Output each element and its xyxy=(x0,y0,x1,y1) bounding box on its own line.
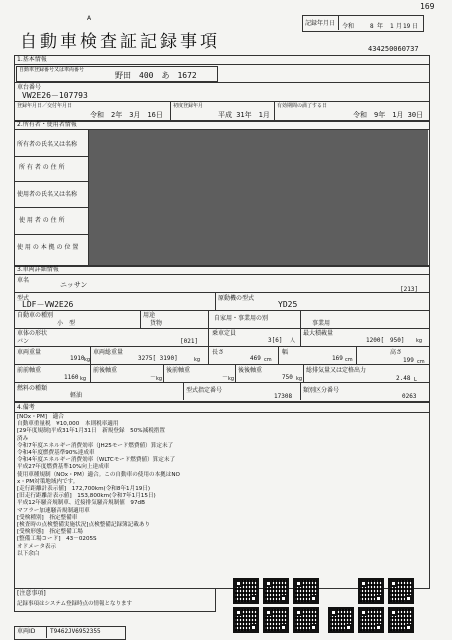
shape-value: バン xyxy=(17,338,30,345)
private-value: 事業用 xyxy=(312,320,331,327)
displacement-label: 総排気量又は定格出力 xyxy=(306,367,367,374)
weight-value: 1910 xyxy=(70,355,85,362)
owner-name-label: 所有者の氏名又は名称 xyxy=(17,141,78,148)
remark-line: 自動車重量税 ¥10,000 本則税率適用 xyxy=(17,421,119,428)
first-reg-value: 平成 31年 1月 xyxy=(218,111,270,119)
remark-line: マフラー加速騒音規制適用車 xyxy=(17,507,90,514)
reg-date-label: 登録年月日／交付年月日 xyxy=(17,103,73,109)
rf-axle-label: 後前軸重 xyxy=(166,367,191,374)
remark-line: 令和4年度エネルギー消費効率（WLTCモード燃費値）算定未了 xyxy=(17,457,176,464)
length-label: 長さ xyxy=(212,349,225,356)
weight-label: 車両重量 xyxy=(17,349,42,356)
first-reg-label: 初度登録年月 xyxy=(173,103,204,109)
qr-code xyxy=(233,607,259,633)
private-label: 自家用・事業用の別 xyxy=(214,315,269,322)
length-value: 469 xyxy=(250,355,261,362)
shape-label: 車体の形状 xyxy=(17,330,48,337)
f-axle-value: － xyxy=(150,374,157,381)
reg-number-value: 野田 400 あ 1672 xyxy=(115,71,197,80)
reg-date-value: 令和 2年 3月 16日 xyxy=(90,111,163,119)
fuel-value: 軽油 xyxy=(70,392,83,399)
basic-section-label: 1.基本情報 xyxy=(17,56,47,63)
height-label: 高さ xyxy=(390,349,403,356)
gross-weight-label: 車両総重量 xyxy=(93,349,124,356)
owner-section-label: 2.所有者・使用者情報 xyxy=(17,121,77,128)
vehicle-id-value: T9462JV6952355 xyxy=(50,628,101,635)
r-axle-value: 750 xyxy=(282,374,293,381)
qr-code xyxy=(328,607,354,633)
displacement-value: 2.48 xyxy=(396,375,411,382)
remark-line: [29年度規制]平成31年1月31日 新規登録 50%減税措置 xyxy=(17,428,165,435)
model-label: 型式 xyxy=(17,295,30,302)
remark-line: [NOx・PM] 適合 xyxy=(17,414,64,420)
max-load-value: 1200[ 950] xyxy=(366,337,405,344)
qr-code xyxy=(293,607,319,633)
expiry-label: 有効期間の満了する日 xyxy=(277,103,328,109)
width-value: 169 xyxy=(332,355,343,362)
qr-code xyxy=(358,578,384,604)
use-label: 用途 xyxy=(143,312,156,319)
max-load-label: 最大積載量 xyxy=(303,330,334,337)
rf-axle-value: － xyxy=(222,374,229,381)
qr-code xyxy=(263,578,289,604)
notice-text: 記録事項はシステム登録時点の情報となります xyxy=(17,601,132,607)
redacted-owner-info xyxy=(89,130,428,265)
remark-line: [走行距離計表示値] 172,700km(令和8年1月19日) xyxy=(17,486,151,493)
kind-label: 自動車の種別 xyxy=(17,312,54,319)
ff-axle-label: 前前軸重 xyxy=(17,367,42,374)
page-number: 169 xyxy=(420,2,435,11)
qr-code xyxy=(233,578,259,604)
maker-value: ニッサン xyxy=(60,281,88,289)
vin-label: 車台番号 xyxy=(17,84,42,91)
remark-line: [旧走行距離計表示値] 153,800km(令和7年1月15日) xyxy=(17,493,156,500)
remark-line: [受検形態] 指定整備工場 xyxy=(17,529,83,536)
r-axle-label: 後後軸重 xyxy=(238,367,263,374)
doc-number: 434250060737 xyxy=(368,45,419,53)
reg-number-label: 自動車登録番号又は車両番号 xyxy=(19,67,85,73)
qr-code xyxy=(388,578,414,604)
use-value: 貨物 xyxy=(150,320,163,327)
qr-code xyxy=(388,607,414,633)
qr-code xyxy=(358,607,384,633)
user-name-label: 使用者の氏名又は名称 xyxy=(17,191,78,198)
expiry-value: 令和 9年 1月 30日 xyxy=(353,111,424,119)
base-location-label: 使 用 の 本 拠 の 位 置 xyxy=(17,244,79,251)
remark-line: 使用車種規制（NOx・PM）適合。この自動車の使用の本拠はNO xyxy=(17,471,180,478)
qr-code xyxy=(293,578,319,604)
engine-label: 原動機の型式 xyxy=(218,295,255,302)
notice-title: [注意事項] xyxy=(17,590,46,597)
type-no-label: 型式指定番号 xyxy=(186,387,223,394)
gross-weight-value: 3275[ 3190] xyxy=(138,355,178,362)
type-no-value: 17308 xyxy=(274,393,293,400)
vehicle-section-label: 3.車両詳細情報 xyxy=(17,266,59,273)
category-value: 0263 xyxy=(402,393,417,400)
remark-line: [整備工場コード] 43－0205S xyxy=(17,536,97,543)
corner-mark: A xyxy=(87,15,92,22)
qr-code xyxy=(263,607,289,633)
remark-line: 令和4年度燃費基準90%達成車 xyxy=(17,450,95,457)
capacity-value: 3[6] xyxy=(268,337,283,344)
category-label: 類別区分番号 xyxy=(303,387,340,394)
height-value: 199 xyxy=(403,357,414,364)
remark-line: 平成27年度燃費基準10%向上達成車 xyxy=(17,464,110,471)
remark-line: 平成12年騒音規制車、近接排気騒音規制値 97dB xyxy=(17,500,145,507)
remark-line: 令和7年度エネルギー消費効率（JH25モード燃費値）算定未了 xyxy=(17,442,174,449)
remarks-section-label: 4.備考 xyxy=(17,404,35,411)
remark-line: [検査時の点検整備実施状況]点検整備記録簿記載あり xyxy=(17,522,151,529)
remark-line: 以下余白 xyxy=(17,550,40,557)
owner-address-label: 所 有 者 の 住 所 xyxy=(19,164,65,171)
vin-value: VW2E26－107793 xyxy=(22,91,88,100)
page-title: 自動車検査証記録事項 xyxy=(20,32,220,52)
record-date-label: 記録年月日 xyxy=(305,20,336,27)
remark-line: x・PM対策地域内です。 xyxy=(17,478,79,485)
remark-line: オドメータ表示 xyxy=(17,543,57,550)
ff-axle-value: 1160 xyxy=(64,374,79,381)
model-value: LDF－VW2E26 xyxy=(22,300,74,309)
maker-label: 車名 xyxy=(17,277,30,284)
shape-code: [021] xyxy=(180,338,199,345)
user-address-label: 使 用 者 の 住 所 xyxy=(19,217,65,224)
width-label: 幅 xyxy=(282,349,289,356)
engine-value: YD25 xyxy=(278,300,298,309)
capacity-label: 乗車定員 xyxy=(212,330,237,337)
f-axle-label: 前後軸重 xyxy=(93,367,118,374)
vehicle-id-label: 車両ID xyxy=(17,628,36,635)
remark-line: 済み xyxy=(17,435,29,442)
remark-line: [受検種別] 指定整備車 xyxy=(17,514,78,521)
kind-value: 小 型 xyxy=(57,320,76,327)
remarks-list xyxy=(17,414,180,558)
maker-code: [213] xyxy=(400,286,419,293)
fuel-label: 燃料の種類 xyxy=(17,385,48,392)
